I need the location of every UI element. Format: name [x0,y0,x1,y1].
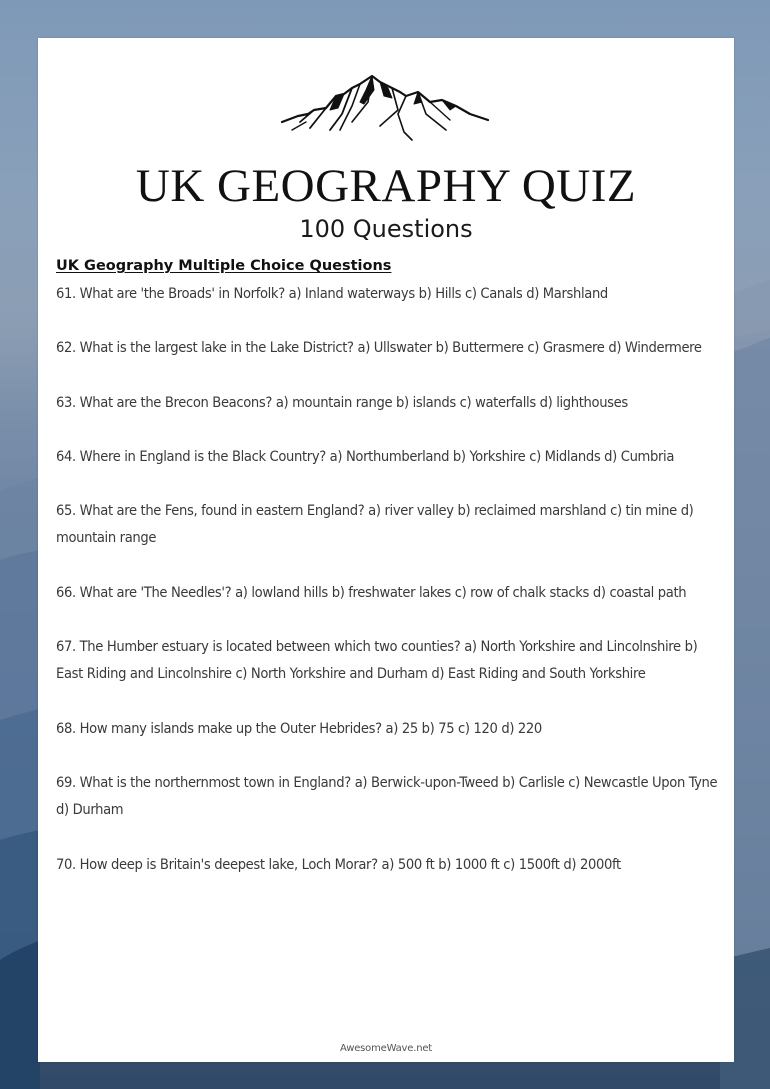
question-67: 67. The Humber estuary is located between which two counties? a) North Yorkshire and Lincolnshire b) East Riding and Lincolnshire c) North Yorkshire and Durham d) East Riding and South Yorkshire [56,638,698,683]
question-64: 64. Where in England is the Black Country? a) Northumberland b) Yorkshire c) Midlands d) Cumbria [56,447,675,465]
page-title: UK GEOGRAPHY QUIZ [135,160,637,212]
question-list [56,280,718,905]
footer-site-name: AwesomeWave.net [339,1043,433,1054]
section-heading: UK Geography Multiple Choice Questions [56,258,392,274]
question-68: 68. How many islands make up the Outer Hebrides? a) 25 b) 75 c) 120 d) 220 [56,719,542,737]
question-70: 70. How deep is Britain's deepest lake, Loch Morar? a) 500 ft b) 1000 ft c) 1500ft d) 2000ft [56,855,621,873]
quiz-card [38,38,734,1062]
question-66: 66. What are 'The Needles'? a) lowland hills b) freshwater lakes c) row of chalk stacks d) coastal path [56,583,687,601]
question-63: 63. What are the Brecon Beacons? a) mountain range b) islands c) waterfalls d) lighthouses [56,393,628,411]
question-61: 61. What are 'the Broads' in Norfolk? a) Inland waterways b) Hills c) Canals d) Marshland [56,285,608,302]
mountain-range-icon [280,74,492,146]
question-65: 65. What are the Fens, found in eastern England? a) river valley b) reclaimed marshland c) tin mine d) mountain range [56,502,694,547]
question-62: 62. What is the largest lake in the Lake District? a) Ullswater b) Buttermere c) Grasmere d) Windermere [56,339,702,357]
question-69: 69. What is the northernmost town in England? a) Berwick-upon-Tweed b) Carlisle c) Newcastle Upon Tyne d) Durham [56,773,718,819]
page-subtitle: 100 Questions [299,215,473,243]
